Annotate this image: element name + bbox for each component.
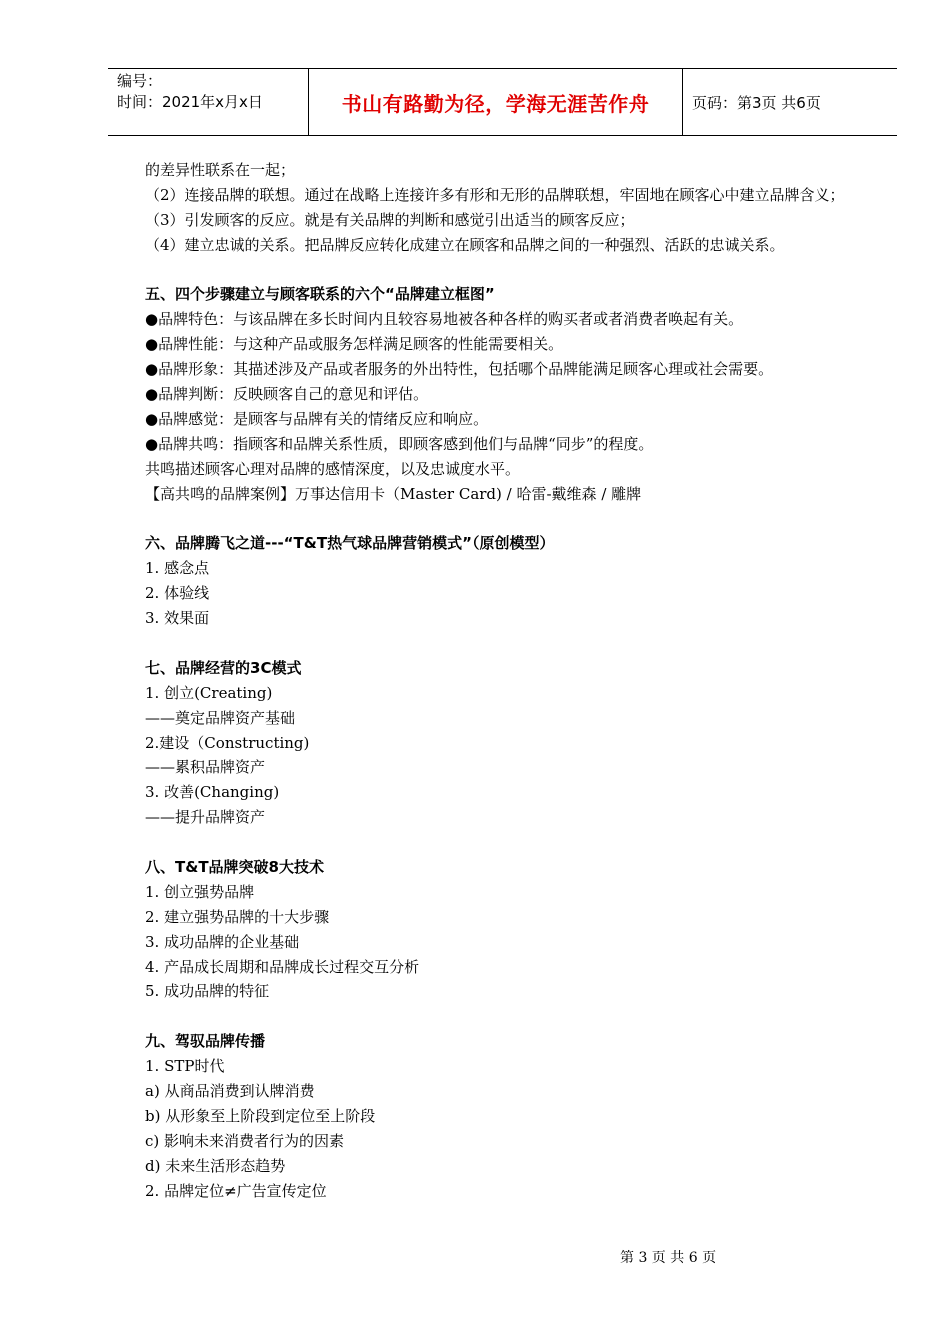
list-item: 3. 效果面	[145, 609, 210, 628]
spacer	[145, 631, 865, 656]
list-item: ●品牌性能：与这种产品或服务怎样满足顾客的性能需要相关。	[145, 335, 564, 354]
list-item: 2. 品牌定位≠广告宣传定位	[145, 1181, 327, 1200]
page-header	[108, 68, 897, 136]
section-heading: 八、T&T品牌突破8大技术	[145, 857, 324, 876]
list-item: 4. 产品成长周期和品牌成长过程交互分析	[145, 957, 420, 976]
list-item: ——奠定品牌资产基础	[145, 708, 296, 727]
list-item: d) 未来生活形态趋势	[145, 1156, 286, 1175]
header-page-info-text: 页码：第3页 共6页	[692, 93, 821, 112]
spacer	[145, 258, 865, 283]
list-item: ●品牌判断：反映顾客自己的意见和评估。	[145, 385, 429, 404]
section-heading: 六、品牌腾飞之道---“T&T热气球品牌营销模式”（原创模型）	[145, 534, 555, 553]
list-item: ●品牌共鸣：指顾客和品牌关系性质，即顾客感到他们与品牌“同步”的程度。	[145, 434, 654, 453]
header-motto: 书山有路勤为径，学海无涯苦作舟	[341, 91, 650, 116]
header-motto-cell	[309, 69, 683, 135]
list-item: a) 从商品消费到认牌消费	[145, 1081, 315, 1100]
section-heading: 七、品牌经营的3C模式	[145, 658, 302, 677]
paragraph-line: （2）连接品牌的联想。通过在战略上连接许多有形和无形的品牌联想，牢固地在顾客心中建立品牌含义；	[145, 185, 845, 204]
header-time: 时间：2021年x月x日	[117, 93, 263, 111]
list-item: b) 从形象至上阶段到定位至上阶段	[145, 1106, 376, 1125]
list-item: 1. 创立强势品牌	[145, 882, 255, 901]
paragraph-line: 共鸣描述顾客心理对品牌的感情深度，以及忠诚度水平。	[145, 459, 521, 478]
list-item: 3. 改善(Changing)	[145, 783, 280, 802]
list-item: ●品牌特色：与该品牌在多长时间内且较容易地被各种各样的购买者或者消费者唤起有关。	[145, 310, 744, 329]
document-body	[145, 158, 865, 1203]
header-meta	[108, 69, 309, 135]
header-page-info	[683, 69, 897, 135]
list-item: c) 影响未来消费者行为的因素	[145, 1131, 345, 1150]
spacer	[145, 1004, 865, 1029]
list-item: 1. STP时代	[145, 1057, 225, 1076]
list-item: ——提升品牌资产	[145, 808, 266, 827]
list-item: 5. 成功品牌的特征	[145, 982, 270, 1001]
list-item: 2. 建立强势品牌的十大步骤	[145, 907, 330, 926]
paragraph-line: （3）引发顾客的反应。就是有关品牌的判断和感觉引出适当的顾客反应；	[145, 210, 635, 229]
paragraph-line: 【高共鸣的品牌案例】万事达信用卡（Master Card) / 哈雷-戴维森 / 雕牌	[145, 484, 642, 503]
list-item: 3. 成功品牌的企业基础	[145, 932, 300, 951]
header-number: 编号：	[117, 72, 163, 90]
paragraph-line: （4）建立忠诚的关系。把品牌反应转化成建立在顾客和品牌之间的一种强烈、活跃的忠诚关系。	[145, 235, 785, 254]
list-item: 1. 创立(Creating)	[145, 683, 273, 702]
spacer	[145, 830, 865, 855]
footer-page-number: 第 3 页 共 6 页	[620, 1250, 717, 1266]
spacer	[145, 506, 865, 531]
list-item: ●品牌感觉：是顾客与品牌有关的情绪反应和响应。	[145, 409, 489, 428]
list-item: 1. 感念点	[145, 559, 210, 578]
list-item: 2.建设（Constructing)	[145, 733, 310, 752]
list-item: ——累积品牌资产	[145, 758, 266, 777]
paragraph-line: 的差异性联系在一起；	[145, 161, 296, 179]
list-item: ●品牌形象：其描述涉及产品或者服务的外出特性，包括哪个品牌能满足顾客心理或社会需要。	[145, 360, 774, 379]
section-heading: 五、四个步骤建立与顾客联系的六个“品牌建立框图”	[145, 285, 495, 304]
list-item: 2. 体验线	[145, 584, 210, 603]
section-heading: 九、驾驭品牌传播	[145, 1032, 266, 1051]
